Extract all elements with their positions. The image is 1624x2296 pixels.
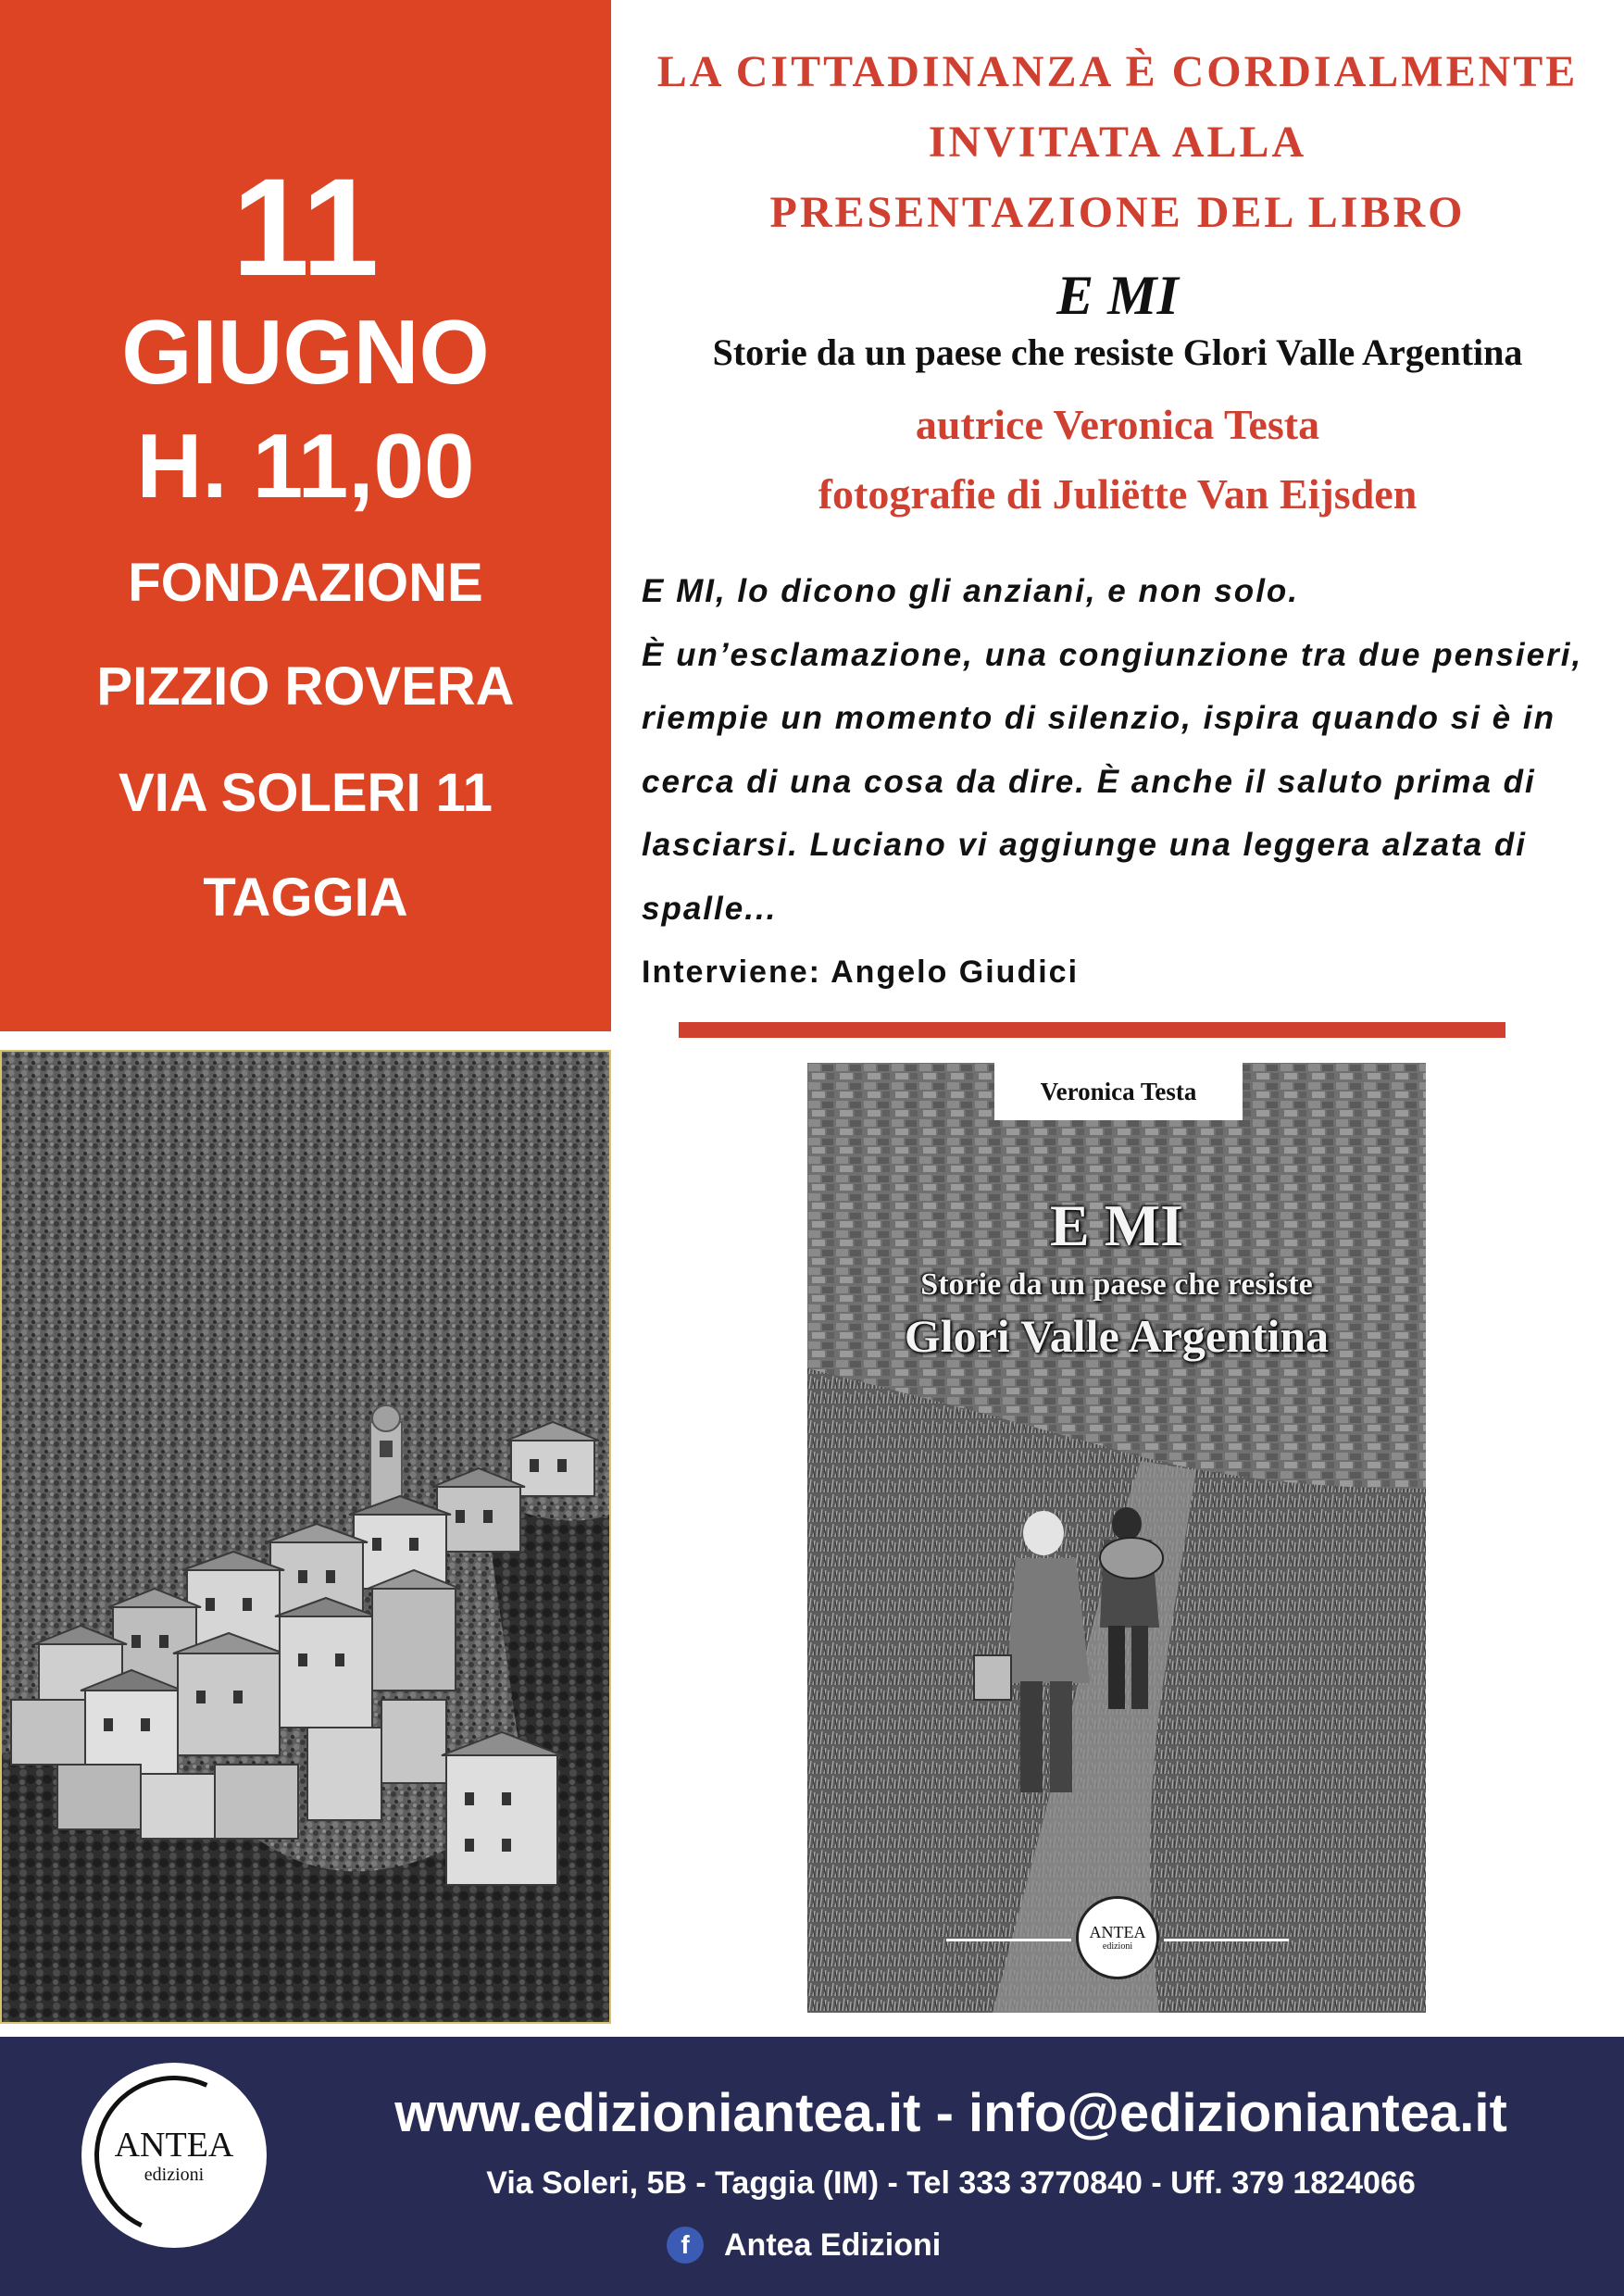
logo-text: ANTEA <box>1089 1923 1146 1941</box>
logo-text: ANTEA <box>114 2126 234 2165</box>
speaker-line: Interviene: Angelo Giudici <box>642 955 1080 990</box>
venue-line: PIZZIO ROVERA <box>96 656 515 717</box>
divider <box>679 1022 1505 1038</box>
venue-line: FONDAZIONE <box>128 553 483 613</box>
social-label: Antea Edizioni <box>724 2227 942 2263</box>
cover-author-label <box>994 1063 1243 1120</box>
facebook-icon: f <box>667 2227 704 2264</box>
logo-subtext: edizioni <box>1102 1941 1133 1952</box>
divider <box>1164 1939 1289 1941</box>
invitation-line: PRESENTAZIONE DEL LIBRO <box>769 188 1466 237</box>
description-paragraph: È un’esclamazione, una congiunzione tra due pensieri, riempie un momento di silenzio, ispira quando si è in cerca di una cosa da dire. È anche il saluto prima di lasciarsi. Luciano vi aggiunge una leggera alzata di spalle... <box>642 636 1583 927</box>
book-cover <box>807 1063 1426 2013</box>
book-title: E MI <box>1056 265 1179 326</box>
venue-line: TAGGIA <box>203 867 408 928</box>
divider <box>946 1939 1071 1941</box>
publisher-logo <box>1076 1896 1159 1979</box>
venue-line: VIA SOLERI 11 <box>119 763 493 823</box>
contact-web-email[interactable]: www.edizioniantea.it - info@edizioniantea.it <box>394 2083 1507 2143</box>
event-info-panel <box>0 0 611 1031</box>
footer <box>0 2037 1624 2296</box>
book-photographer: fotografie di Juliëtte Van Eijsden <box>818 470 1418 518</box>
social-link[interactable] <box>667 2222 941 2268</box>
cover-subtitle: Glori Valle Argentina <box>904 1310 1330 1362</box>
description-paragraph: E MI, lo dicono gli anziani, e non solo. <box>642 573 1300 609</box>
event-time: H. 11,00 <box>136 415 475 517</box>
book-author: autrice Veronica Testa <box>915 401 1320 448</box>
cover-title: E MI <box>1050 1192 1183 1258</box>
book-description <box>642 560 1595 941</box>
invitation-line: LA CITTADINANZA È CORDIALMENTE <box>656 47 1579 96</box>
cover-subtitle: Storie da un paese che resiste <box>920 1267 1313 1302</box>
contact-address: Via Soleri, 5B - Taggia (IM) - Tel 333 3770840 - Uff. 379 1824066 <box>486 2165 1416 2201</box>
cover-author: Veronica Testa <box>1040 1077 1197 1105</box>
book-subtitle: Storie da un paese che resiste Glori Valle Argentina <box>712 331 1523 373</box>
logo-subtext: edizioni <box>144 2165 205 2185</box>
event-month: GIUGNO <box>121 301 490 403</box>
village-photo <box>0 1050 611 2024</box>
invitation-line: INVITATA ALLA <box>928 118 1307 167</box>
publisher-logo <box>81 2063 267 2248</box>
event-day: 11 <box>231 149 380 305</box>
